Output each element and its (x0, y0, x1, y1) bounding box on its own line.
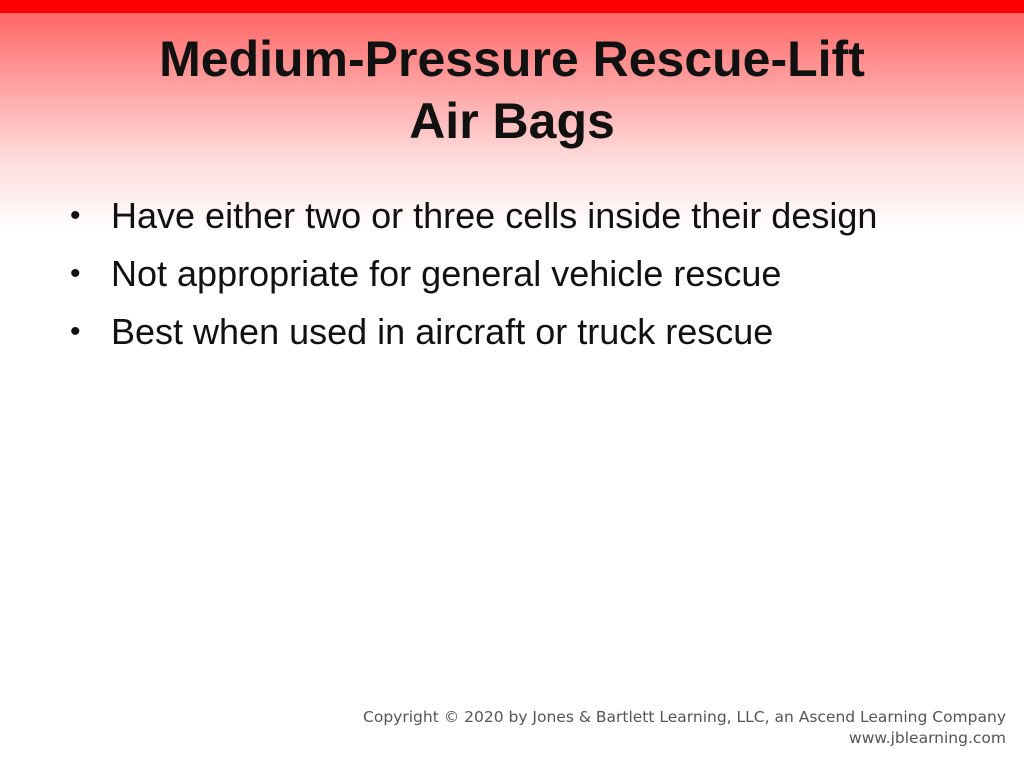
slide-title-line-2: Air Bags (409, 93, 615, 149)
bullet-icon: • (70, 199, 81, 232)
publisher-url: www.jblearning.com (849, 729, 1006, 747)
bullet-item (70, 193, 890, 239)
bullet-text: Have either two or three cells inside their design (111, 195, 878, 236)
bullet-list (70, 193, 890, 367)
bullet-icon: • (70, 257, 81, 290)
bullet-item (70, 251, 890, 297)
slide-title (62, 28, 962, 152)
slide-title-line-1: Medium-Pressure Rescue-Lift (159, 31, 865, 87)
copyright-footer (363, 707, 1006, 749)
bullet-item (70, 309, 890, 355)
bullet-text: Not appropriate for general vehicle rescue (111, 253, 782, 294)
bullet-text: Best when used in aircraft or truck rescue (111, 311, 774, 352)
copyright-text: Copyright © 2020 by Jones & Bartlett Learning, LLC, an Ascend Learning Company (363, 708, 1006, 726)
bullet-icon: • (70, 315, 81, 348)
accent-bar (0, 0, 1024, 13)
